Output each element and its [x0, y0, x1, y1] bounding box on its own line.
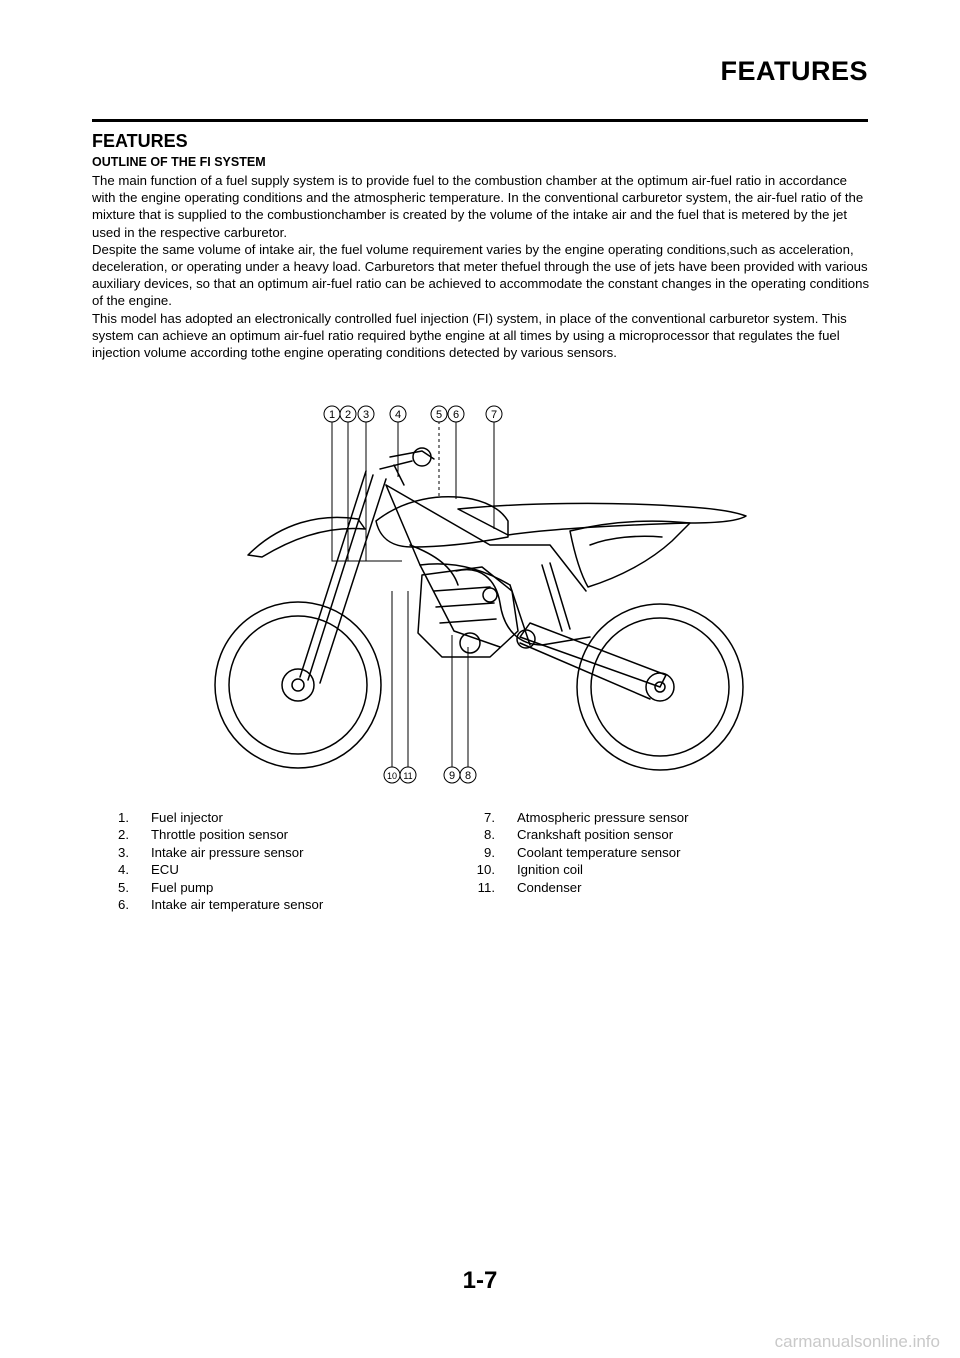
legend-right — [473, 809, 689, 896]
callout-7 — [486, 406, 502, 422]
legend-number: 10. — [476, 862, 495, 878]
legend-item — [473, 879, 689, 896]
callout-5 — [431, 406, 447, 422]
swingarm — [520, 623, 666, 687]
paragraph-1: The main function of a fuel supply system is to provide fuel to the combustion chamber at the optimum air-fuel ratio in accordance with the engine operating conditions and the atmospheric temperature. In the conventional carburetor system, the air-fuel ratio of the mixture that is supplied to the combustionchamber is created by the volume of the intake air and the fuel that is metered by the jet used in the respective carburetor. — [92, 173, 864, 240]
svg-text:4: 4 — [394, 409, 402, 421]
seat — [458, 503, 746, 535]
subsection-title: OUTLINE OF THE FI SYSTEM — [92, 155, 266, 169]
page-header-title: FEATURES — [720, 56, 868, 86]
frame — [386, 485, 586, 647]
motorcycle-diagram — [190, 395, 770, 795]
legend-item — [107, 844, 323, 861]
legend-label: Fuel injector — [151, 810, 223, 825]
svg-text:2: 2 — [344, 409, 352, 421]
legend-label: Intake air temperature sensor — [151, 897, 324, 913]
callout-1 — [324, 406, 340, 422]
legend-item — [473, 861, 689, 878]
legend-label: Crankshaft position sensor — [517, 827, 674, 843]
legend-number: 3. — [118, 844, 129, 860]
legend-number: 2. — [118, 827, 129, 843]
legend-item — [107, 826, 323, 843]
callout-9 — [444, 767, 460, 783]
legend-item — [107, 809, 323, 826]
legend-item — [473, 844, 689, 861]
legend-item — [107, 879, 323, 896]
legend-number: 6. — [118, 897, 129, 913]
legend-item — [473, 826, 689, 843]
svg-text:11: 11 — [403, 771, 413, 781]
legend-number: 11. — [477, 879, 495, 895]
legend-label: Condenser — [517, 879, 582, 895]
legend-number: 9. — [484, 844, 495, 860]
legend-label: Intake air pressure sensor — [151, 844, 304, 860]
svg-text:9: 9 — [448, 770, 456, 782]
legend-number: 8. — [484, 827, 495, 843]
front-fender — [248, 517, 365, 557]
legend-label: Throttle position sensor — [151, 827, 289, 843]
legend-number: 4. — [118, 862, 129, 878]
legend-label: Atmospheric pressure sensor — [517, 810, 689, 825]
callout-11 — [400, 767, 416, 783]
svg-text:6: 6 — [452, 409, 460, 421]
svg-text:5: 5 — [435, 409, 443, 421]
footer-watermark: carmanualsonline.info — [774, 1332, 940, 1351]
svg-text:10: 10 — [386, 771, 398, 781]
legend-item — [107, 861, 323, 878]
callout-4 — [390, 406, 406, 422]
callout-10 — [384, 767, 400, 783]
body-text — [92, 172, 870, 361]
legend-label: ECU — [151, 862, 179, 878]
section-title: FEATURES — [92, 131, 188, 151]
fuel-tank — [376, 497, 508, 547]
front-wheel — [215, 602, 381, 768]
legend-left — [107, 809, 323, 913]
header-rule — [92, 119, 868, 122]
legend-number: 5. — [118, 879, 129, 895]
svg-text:8: 8 — [464, 770, 472, 782]
legend-item — [473, 809, 689, 826]
legend-item — [107, 896, 323, 913]
page-number: 1-7 — [462, 1267, 498, 1294]
legend-number: 7. — [484, 810, 495, 825]
svg-text:3: 3 — [362, 409, 370, 421]
rear-fender — [570, 521, 690, 587]
handlebar — [380, 448, 434, 485]
paragraph-2: Despite the same volume of intake air, the fuel volume requirement varies by the engine operating conditions,such as acceleration, deceleration, or operating under a heavy load. Carburetors that meter thefuel through the use of jets have been provided with various auxiliary devices, so that an optimum air-fuel ratio can be achieved to accommodate the constant changes in the operating conditions of the engine. — [92, 241, 870, 309]
callout-6 — [448, 406, 464, 422]
legend-label: Fuel pump — [151, 879, 214, 895]
callout-3 — [358, 406, 374, 422]
callout-8 — [460, 767, 476, 783]
legend-number: 1. — [118, 810, 129, 825]
svg-text:1: 1 — [328, 409, 336, 421]
legend-label: Ignition coil — [517, 862, 583, 878]
paragraph-3: This model has adopted an electronically controlled fuel injection (FI) system, in place of the conventional carburetor system. This system can achieve an optimum air-fuel ratio required bythe engine at all times by using a microprocessor that regulates the fuel injection volume according tothe engine operating conditions detected by various sensors. — [92, 310, 847, 361]
svg-text:7: 7 — [490, 409, 498, 421]
legend-label: Coolant temperature sensor — [517, 844, 681, 860]
callout-2 — [340, 406, 356, 422]
